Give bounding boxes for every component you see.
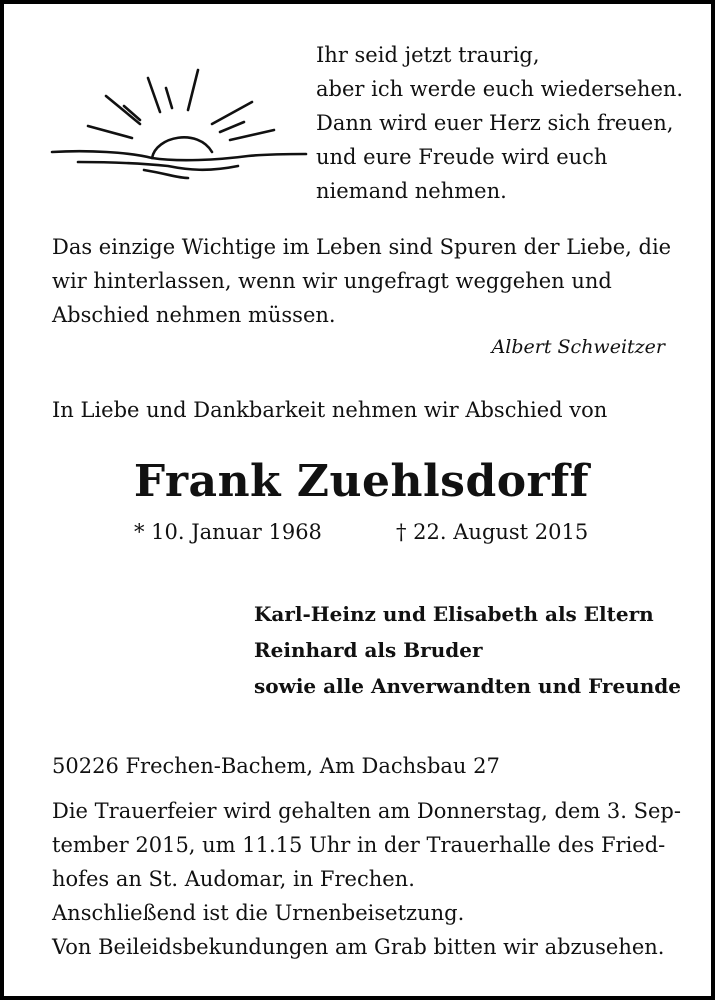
quote (52, 230, 672, 332)
service-line: Die Trauerfeier wird gehalten am Donnerstag, dem 3. Sep- (52, 799, 681, 823)
poem-line: und eure Freude wird euch (316, 145, 608, 169)
service-line: Anschließend ist die Urnenbeisetzung. (52, 901, 465, 925)
poem-line: niemand nehmen. (316, 179, 507, 203)
deceased-name: Frank Zuehlsdorff (133, 456, 590, 507)
mourner-line: Karl-Heinz und Elisabeth als Eltern (254, 602, 654, 626)
address: 50226 Frechen-Bachem, Am Dachsbau 27 (52, 754, 500, 778)
poem-line: Ihr seid jetzt traurig, (316, 43, 540, 67)
quote-line: Abschied nehmen müssen. (52, 303, 336, 327)
service-info (52, 794, 681, 964)
mourner-line: Reinhard als Bruder (254, 638, 483, 662)
poem-line: Dann wird euer Herz sich freuen, (316, 111, 674, 135)
service-line: hofes an St. Audomar, in Frechen. (52, 867, 415, 891)
sunset-icon (48, 66, 310, 182)
quote-author: Albert Schweitzer (491, 336, 665, 358)
intro-text: In Liebe und Dankbarkeit nehmen wir Abschied von (52, 398, 608, 422)
mourner-line: sowie alle Anverwandten und Freunde (254, 674, 681, 698)
birth-date: * 10. Januar 1968 (134, 520, 322, 544)
mourners-list (254, 596, 681, 704)
quote-line: Das einzige Wichtige im Leben sind Spuren der Liebe, die (52, 235, 672, 259)
death-date: † 22. August 2015 (396, 520, 589, 544)
poem (316, 38, 683, 208)
poem-line: aber ich werde euch wiedersehen. (316, 77, 684, 101)
quote-line: wir hinterlassen, wenn wir ungefragt weggehen und (52, 269, 612, 293)
service-line: Von Beileidsbekundungen am Grab bitten wir abzusehen. (52, 935, 665, 959)
service-line: tember 2015, um 11.15 Uhr in der Trauerhalle des Fried- (52, 833, 666, 857)
